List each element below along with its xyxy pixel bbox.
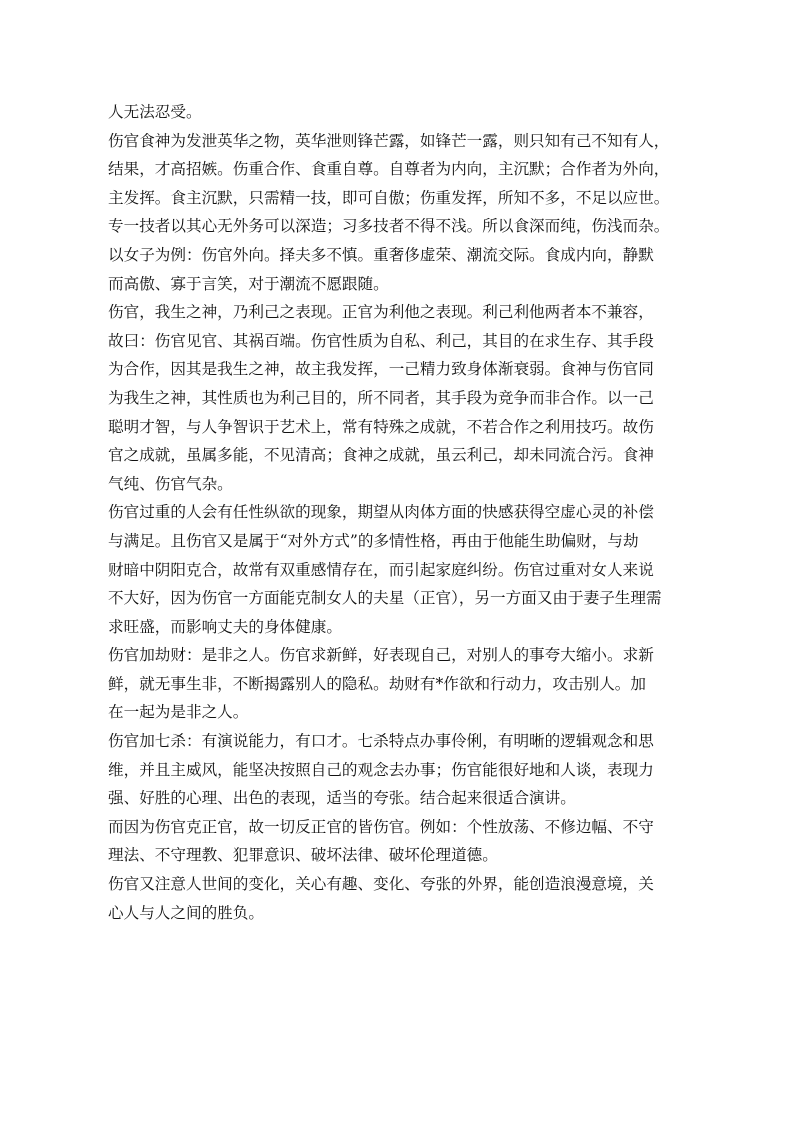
paragraph-3 <box>108 298 682 498</box>
paragraph-line: 聪明才智，与人争智识于艺术上，常有特殊之成就，不若合作之利用技巧。故伤 <box>108 417 654 436</box>
paragraph-line: 而因为伤官克正官，故一切反正官的皆伤官。例如：个性放荡、不修边幅、不守 <box>108 817 654 836</box>
paragraph-line: 鲜，就无事生非，不断揭露别人的隐私。劫财有*作欲和行动力，攻击别人。加 <box>108 674 646 693</box>
paragraph-line: 以女子为例：伤官外向。择夫多不慎。重奢侈虚荣、潮流交际。食成内向，静默 <box>108 245 654 264</box>
paragraph-line: 与满足。且伤官又是属于“对外方式”的多情性格，再由于他能生助偏财，与劫 <box>108 531 639 550</box>
paragraph-line: 结果，才高招嫉。伤重合作、食重自尊。自尊者为内向，主沉默；合作者为外向， <box>108 160 670 179</box>
paragraph-line: 不大好，因为伤官一方面能克制女人的夫星（正官），另一方面又由于妻子生理需 <box>108 589 662 608</box>
paragraph-6 <box>108 727 682 813</box>
paragraph-line: 为我生之神，其性质也为利己目的，所不同者，其手段为竞争而非合作。以一己 <box>108 388 654 407</box>
paragraph-line: 气纯、伤官气杂。 <box>108 474 233 493</box>
paragraph-line: 主发挥。食主沉默，只需精一技，即可自傲；伤重发挥，所知不多，不足以应世。 <box>108 188 670 207</box>
paragraph-2 <box>108 127 682 299</box>
paragraph-line: 人无法忍受。 <box>108 103 202 121</box>
paragraph-line: 伤官，我生之神，乃利己之表现。正官为利他之表现。利己利他两者本不兼容， <box>108 303 654 322</box>
paragraph-line: 伤官加七杀：有演说能力，有口才。七杀特点办事伶俐，有明晰的逻辑观念和思 <box>108 732 654 751</box>
paragraph-line: 故曰：伤官见官、其祸百端。伤官性质为自私、利己，其目的在求生存、其手段 <box>108 331 654 350</box>
paragraph-line: 理法、不守理教、犯罪意识、破坏法律、破坏伦理道德。 <box>108 846 498 865</box>
paragraph-5 <box>108 641 682 727</box>
paragraph-line: 心人与人之间的胜负。 <box>108 903 264 922</box>
paragraph-1 <box>108 98 682 127</box>
paragraph-line: 专一技者以其心无外务可以深造；习多技者不得不浅。所以食深而纯，伤浅而杂。 <box>108 217 670 236</box>
paragraph-line: 伤官食神为发泄英华之物，英华泄则锋芒露，如锋芒一露，则只知有己不知有人， <box>108 131 670 150</box>
paragraph-line: 伤官又注意人世间的变化，关心有趣、变化、夸张的外界，能创造浪漫意境，关 <box>108 875 654 894</box>
document-body <box>108 98 682 927</box>
paragraph-line: 财暗中阴阳克合，故常有双重感情存在，而引起家庭纠纷。伤官过重对女人来说 <box>108 560 654 579</box>
paragraph-line: 为合作，因其是我生之神，故主我发挥，一己精力致身体渐衰弱。食神与伤官同 <box>108 360 654 379</box>
paragraph-7 <box>108 813 682 870</box>
paragraph-line: 伤官加劫财：是非之人。伤官求新鲜，好表现自己，对别人的事夸大缩小。求新 <box>108 646 654 665</box>
paragraph-8 <box>108 870 682 927</box>
paragraph-line: 强、好胜的心理、出色的表现，适当的夸张。结合起来很适合演讲。 <box>108 789 576 808</box>
paragraph-line: 在一起为是非之人。 <box>108 703 249 722</box>
paragraph-line: 官之成就，虽属多能，不见清高；食神之成就，虽云利己，却未同流合污。食神 <box>108 446 654 465</box>
paragraph-line: 而高傲、寡于言笑，对于潮流不愿跟随。 <box>108 274 389 293</box>
paragraph-4 <box>108 498 682 641</box>
paragraph-line: 维，并且主威风，能坚决按照自己的观念去办事；伤官能很好地和人谈，表现力 <box>108 760 654 779</box>
paragraph-line: 求旺盛，而影响丈夫的身体健康。 <box>108 617 342 636</box>
paragraph-line: 伤官过重的人会有任性纵欲的现象，期望从肉体方面的快感获得空虚心灵的补偿 <box>108 503 654 522</box>
